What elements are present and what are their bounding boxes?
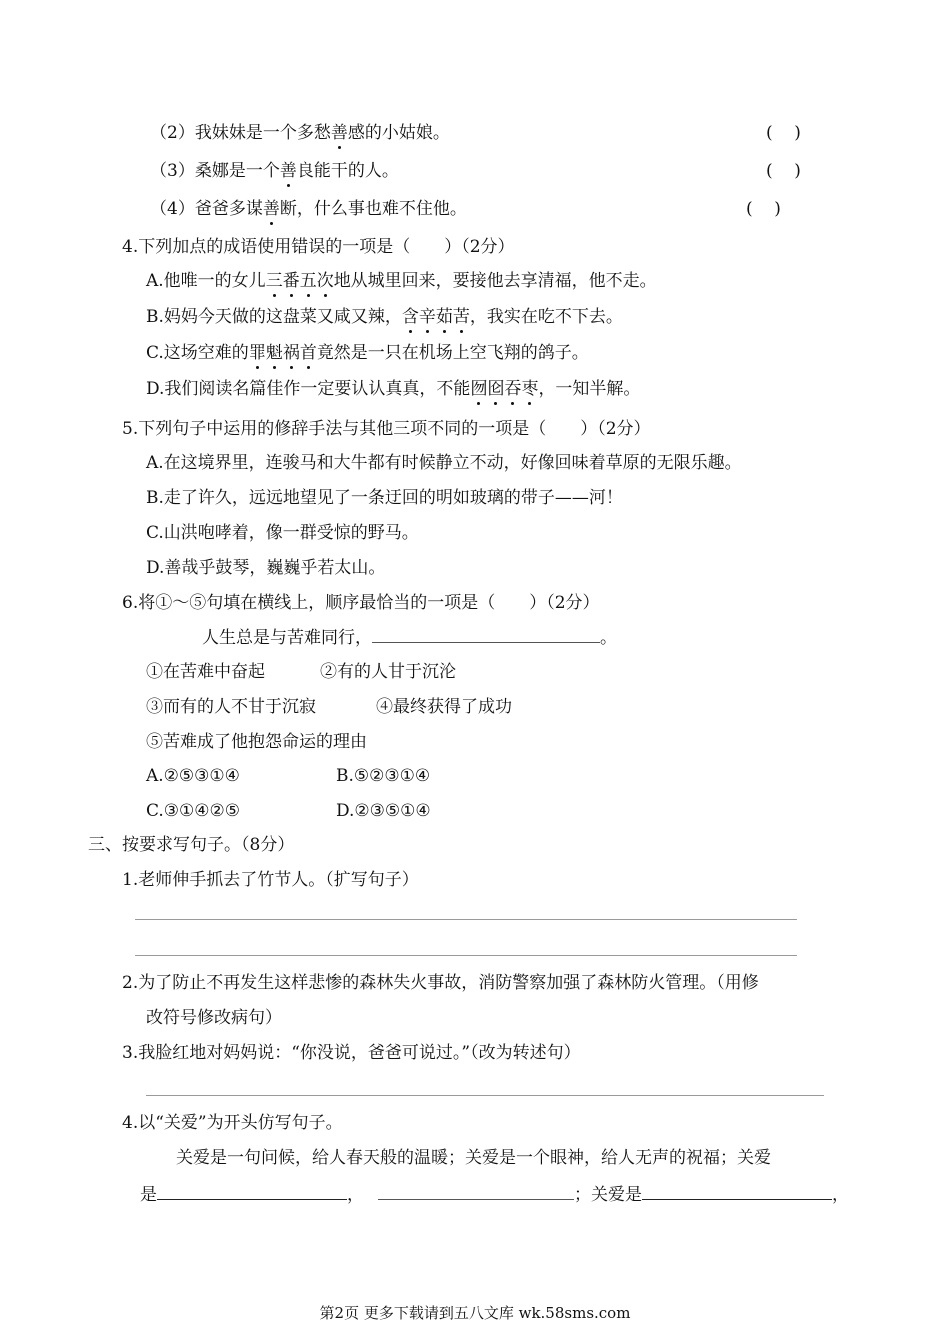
dotted-char: 茹 xyxy=(435,307,453,327)
dotted-char: 善 xyxy=(262,199,280,219)
q5-option-a: A.在这境界里，连骏马和大牛都有时候静立不动，好像回味着草原的无限乐趣。 xyxy=(146,453,742,473)
q6-option-a: A.②⑤③①④ xyxy=(146,766,240,786)
q4-stem: 4.下列加点的成语使用错误的一项是（ ）（2分） xyxy=(122,237,515,257)
q6-clause-4: ④最终获得了成功 xyxy=(376,697,512,717)
q5-option-b: B.走了许久，远远地望见了一条迂回的明如玻璃的带子——河！ xyxy=(146,488,623,508)
q4-option-c xyxy=(146,342,589,364)
dotted-char: 五 xyxy=(299,271,317,291)
q6-clause-2: ②有的人甘于沉沦 xyxy=(320,662,456,682)
q4-option-b xyxy=(146,306,623,328)
option-text: D.我们阅读名篇佳作一定要认认真真，不能 xyxy=(146,379,471,399)
s3-q1: 1.老师伸手抓去了竹节人。（扩写句子） xyxy=(122,870,419,890)
item-text: 感的小姑娘。 xyxy=(347,123,450,143)
option-text: B.妈妈今天做的这盘菜又咸又辣， xyxy=(146,307,402,327)
option-text: A.他唯一的女儿 xyxy=(146,271,266,291)
q6-option-b: B.⑤②③①④ xyxy=(336,766,431,786)
sentence-text: 人生总是与苦难同行， xyxy=(202,628,372,648)
dotted-char: 首 xyxy=(299,343,317,363)
dotted-char: 囫 xyxy=(470,379,488,399)
s3-q2-line1: 2.为了防止不再发生这样悲惨的森林失火事故，消防警察加强了森林防火管理。（用修 xyxy=(122,973,759,993)
dotted-char: 苦 xyxy=(452,307,470,327)
dotted-char: 含 xyxy=(401,307,419,327)
s3-q4-example: 关爱是一句问候，给人春天般的温暖；关爱是一个眼神，给人无声的祝福；关爱 xyxy=(176,1148,771,1168)
answer-parens[interactable]: ( ) xyxy=(766,123,801,143)
s3-q2-line2: 改符号修改病句） xyxy=(146,1008,282,1028)
q3-item-4 xyxy=(150,198,467,220)
dotted-char: 罪 xyxy=(248,343,266,363)
dotted-char: 番 xyxy=(282,271,300,291)
option-text: 地从城里回来，要接他去享清福，他不走。 xyxy=(333,271,657,291)
dotted-char: 吞 xyxy=(504,379,522,399)
answer-parens[interactable]: ( ) xyxy=(766,161,801,181)
q4-option-a xyxy=(146,270,657,292)
dotted-char: 善 xyxy=(330,123,348,143)
dotted-char: 魁 xyxy=(265,343,283,363)
dotted-char: 辛 xyxy=(418,307,436,327)
q3-item-3 xyxy=(150,160,399,182)
option-text: ，一知半解。 xyxy=(538,379,641,399)
item-text: （3）桑娜是一个 xyxy=(150,161,280,181)
answer-parens[interactable]: ( ) xyxy=(746,199,781,219)
answer-line[interactable] xyxy=(135,955,797,956)
dotted-char: 次 xyxy=(316,271,334,291)
dotted-char: 囵 xyxy=(487,379,505,399)
answer-line[interactable] xyxy=(135,919,797,920)
q3-item-2 xyxy=(150,122,450,144)
q6-stem: 6.将①～⑤句填在横线上，顺序最恰当的一项是（ ）（2分） xyxy=(122,593,600,613)
s3-q4: 4.以“关爱”为开头仿写句子。 xyxy=(122,1113,343,1133)
blank-text: ， xyxy=(347,1185,364,1205)
answer-line[interactable] xyxy=(146,1095,824,1096)
item-text: 断，什么事也难不住他。 xyxy=(279,199,467,219)
q6-clause-5: ⑤苦难成了他抱怨命运的理由 xyxy=(146,732,367,752)
dotted-char: 枣 xyxy=(521,379,539,399)
option-text: C.这场空难的 xyxy=(146,343,249,363)
blank-text: ， xyxy=(832,1185,849,1205)
q6-option-c: C.③①④②⑤ xyxy=(146,801,241,821)
dotted-char: 三 xyxy=(265,271,283,291)
blank-text: 是 xyxy=(140,1185,157,1205)
item-text: （4）爸爸多谋 xyxy=(150,199,263,219)
q6-clause-3: ③而有的人不甘于沉寂 xyxy=(146,697,316,717)
fill-blank[interactable] xyxy=(157,1183,347,1200)
page-footer: 第2页 更多下载请到五八文库 wk.58sms.com xyxy=(319,1304,631,1322)
option-text: ，我实在吃不下去。 xyxy=(469,307,623,327)
fill-blank[interactable] xyxy=(378,1183,574,1200)
fill-blank[interactable] xyxy=(372,626,600,643)
blank-text: ；关爱是 xyxy=(574,1185,642,1205)
q6-option-d: D.②③⑤①④ xyxy=(336,801,431,821)
q5-stem: 5.下列句子中运用的修辞手法与其他三项不同的一项是（ ）（2分） xyxy=(122,419,651,439)
section-3-heading: 三、按要求写句子。（8分） xyxy=(88,835,295,855)
option-text: 竟然是一只在机场上空飞翔的鸽子。 xyxy=(316,343,589,363)
fill-blank[interactable] xyxy=(642,1183,832,1200)
q4-option-d xyxy=(146,378,640,400)
dotted-char: 善 xyxy=(279,161,297,181)
q6-clause-1: ①在苦难中奋起 xyxy=(146,662,265,682)
q5-option-c: C.山洪咆哮着，像一群受惊的野马。 xyxy=(146,523,419,543)
item-text: （2）我妹妹是一个多愁 xyxy=(150,123,331,143)
s3-q3: 3.我脸红地对妈妈说：“你没说，爸爸可说过。”（改为转述句） xyxy=(122,1043,581,1063)
q5-option-d: D.善哉乎鼓琴，巍巍乎若太山。 xyxy=(146,558,386,578)
q6-sentence xyxy=(202,626,617,649)
sentence-text: 。 xyxy=(600,628,617,648)
s3-q4-blanks xyxy=(140,1183,849,1206)
item-text: 良能干的人。 xyxy=(296,161,399,181)
dotted-char: 祸 xyxy=(282,343,300,363)
